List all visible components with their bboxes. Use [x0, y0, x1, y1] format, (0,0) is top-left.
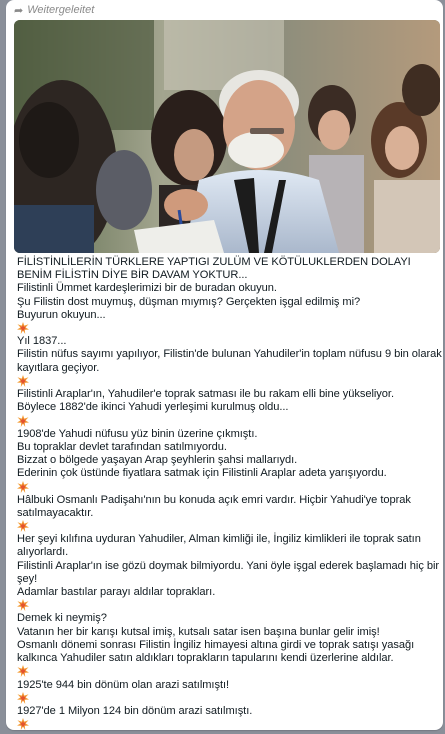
message-line: Şu Filistin dost muymuş, düşman mıymış? Gerçekten işgal edilmiş mi?	[17, 295, 361, 308]
collision-emoji-icon	[17, 665, 29, 677]
emoji-line	[17, 520, 442, 533]
message-line: Hâlbuki Osmanlı Padişahı'nın bu konuda açık emri vardır. Hiçbir Yahudi'ye toprak satılmayacaktır.	[17, 493, 414, 519]
message-line: Osmanlı dönemi sonrası Filistin İngiliz himayesi altına girdi ve toprak satışı yasağı kalkınca Yahudiler satın aldıkları toprakların tapularını kendi üzerlerine aldılar.	[17, 638, 418, 665]
message-text	[17, 256, 445, 731]
message-line: Bu topraklar devlet tarafından satılmıyordu.	[17, 440, 227, 453]
message-line: 1925'te 944 bin dönüm olan arazi satılmıştı!	[17, 678, 230, 691]
emoji-line	[17, 665, 442, 678]
message-line: Böylece 1882'de ikinci Yahudi yerleşimi kurulmuş oldu...	[17, 401, 289, 414]
emoji-line	[17, 599, 442, 612]
message-line: FİLİSTİNLİLERİN TÜRKLERE YAPTIGI ZULÜM VE KÖTÜLUKLERDEN DOLAYI BENİM FİLİSTİN DİYE BİR DAVAM YOKTUR...	[17, 256, 417, 282]
emoji-line	[17, 718, 442, 731]
message-photo[interactable]	[14, 20, 440, 253]
message-line: Filistinli Araplar'ın ise gözü doymak bilmiyordu. Yani öyle işgal ederek başlamadı hiç bir şey!	[17, 559, 443, 585]
collision-emoji-icon	[17, 375, 29, 387]
message-line: Adamlar bastılar parayı aldılar toprakları.	[17, 586, 216, 599]
message-line: 1908'de Yahudi nüfusu yüz binin üzerine çıkmıştı.	[17, 427, 258, 440]
message-line: Ederinin çok üstünde fiyatlara satmak için Filistinli Araplar adeta yarışıyordu.	[17, 467, 387, 480]
forward-arrow-icon: ➦	[14, 4, 24, 17]
collision-emoji-icon	[17, 415, 29, 427]
message-line: Filistinli Araplar'ın, Yahudiler'e toprak satması ile bu rakam elli bine yükseliyor.	[17, 388, 394, 401]
message-line: Yıl 1837...	[17, 335, 67, 348]
forwarded-label-row	[14, 3, 94, 17]
message-line: Filistinli Ümmet kardeşlerimizi bir de buradan okuyun.	[17, 282, 277, 295]
message-line: 1927'de 1 Milyon 124 bin dönüm arazi satılmıştı.	[17, 704, 253, 717]
collision-emoji-icon	[17, 599, 29, 611]
message-line: Buyurun okuyun...	[17, 308, 106, 321]
collision-emoji-icon	[17, 322, 29, 334]
forwarded-label: Weitergeleitet	[27, 4, 95, 16]
emoji-line	[17, 375, 442, 388]
message-line: Bizzat o bölgede yaşayan Arap şeyhlerin şahsi mallarıydı.	[17, 454, 298, 467]
message-line: Her şeyi kılıfına uyduran Yahudiler, Alman kimliği ile, İngiliz kimlikleri ile toprak satın alıyorlardı.	[17, 533, 424, 559]
message-line: Demek ki neymiş?	[17, 612, 107, 625]
collision-emoji-icon	[17, 692, 29, 704]
collision-emoji-icon	[17, 520, 29, 532]
emoji-line	[17, 480, 442, 493]
emoji-line	[17, 322, 442, 335]
message-line: Vatanın her bir karışı kutsal imiş, kutsalı satar isen başına bunlar gelir imiş!	[17, 625, 380, 638]
collision-emoji-icon	[17, 481, 29, 493]
emoji-line	[17, 414, 442, 427]
message-line: Filistin nüfus sayımı yapılıyor, Filistin'de bulunan Yahudiler'in toplam nüfusu 9 bin olarak kayıtlara geçiyor.	[17, 348, 445, 374]
emoji-line	[17, 692, 442, 705]
